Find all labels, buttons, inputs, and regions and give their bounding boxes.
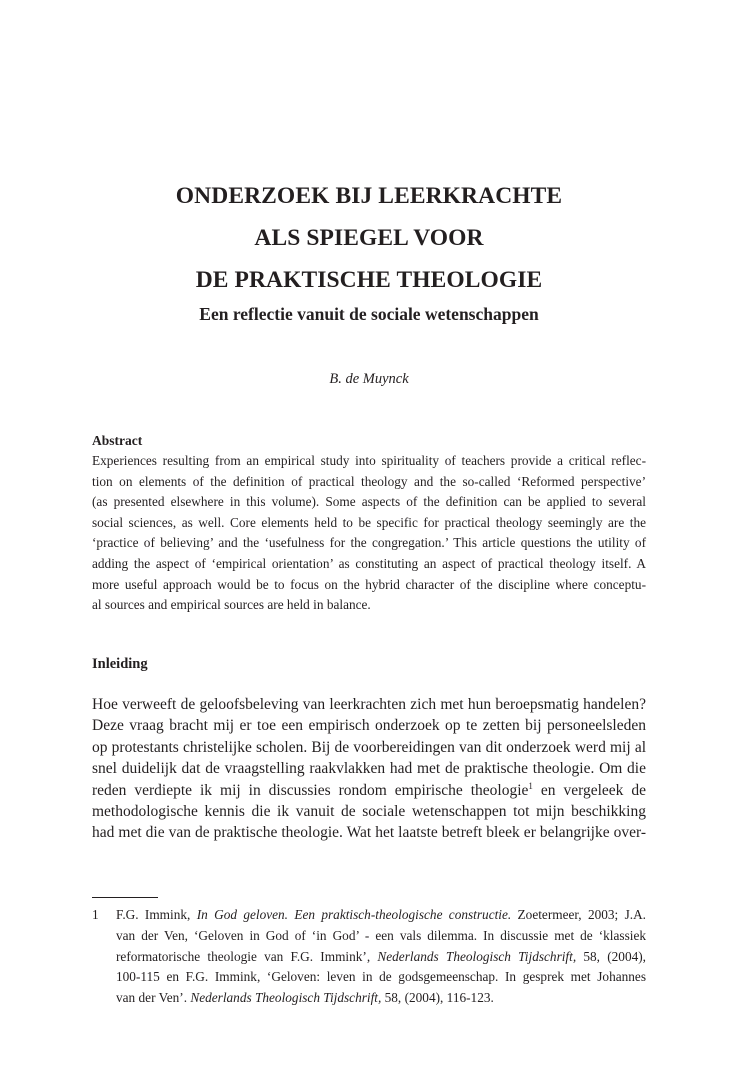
- title-line: ONDERZOEK BIJ LEERKRACHTE: [175, 183, 563, 209]
- footnote-line: [116, 988, 646, 1009]
- abstract-line: more useful approach would be to focus on the hybrid character of the discipline where conceptu-: [92, 576, 646, 592]
- article-subtitle: Een reflectie vanuit de sociale wetenschappen: [199, 304, 539, 324]
- footnote-book-title: In God geloven. Een praktisch-theologische constructie.: [196, 907, 512, 922]
- footnote-line: [116, 947, 646, 968]
- abstract-heading: Abstract: [92, 433, 143, 448]
- author: B. de Muynck: [329, 371, 409, 387]
- abstract: [92, 430, 646, 616]
- abstract-line: adding the aspect of ‘empirical orientation’ as constituting an aspect of practical theology itself. A: [92, 555, 646, 571]
- body-line: methodologische kennis die ik vanuit de sociale wetenschappen tot mijn beschikking: [92, 803, 646, 821]
- abstract-line: al sources and empirical sources are held in balance.: [92, 597, 371, 613]
- footnote-journal-title: Nederlands Theologisch Tijdschrift,: [190, 990, 382, 1006]
- body-line: [92, 780, 646, 801]
- body-line: snel duidelijk dat de vraagstelling raakvlakken had met de praktische theologie. Om die: [92, 760, 646, 778]
- footnote-line: van der Ven, ‘Geloven in God of ‘in God’ - een vals dilemma. In discussie met de ‘klassiek: [116, 927, 646, 943]
- body-line-text: reden verdiepte ik mij in discussies rondom empirische theologie: [92, 781, 529, 799]
- footnote-divider: [92, 897, 158, 898]
- title-line: ALS SPIEGEL VOOR: [254, 225, 484, 251]
- article-title: [0, 175, 738, 301]
- abstract-line: social sciences, as well. Core elements held to be specific for practical theology seemingly are the: [92, 514, 646, 530]
- body-line: Deze vraag bracht mij er toe een empirisch onderzoek op te zetten bij personeelsleden: [92, 717, 646, 735]
- footnote-text-run: van der Ven’.: [116, 990, 191, 1006]
- abstract-text: [92, 451, 646, 616]
- footnote: [92, 905, 646, 1009]
- title-line: DE PRAKTISCHE THEOLOGIE: [195, 267, 543, 293]
- footnote-text: [116, 905, 646, 1009]
- footnote-journal-title: Nederlands Theologisch Tijdschrift,: [377, 948, 577, 964]
- section-heading: Inleiding: [92, 656, 148, 672]
- footnote-line: [116, 905, 646, 926]
- footnote-line: 100-115 en F.G. Immink, ‘Geloven: leven in de godsgemeenschap. In gesprek met Johannes: [116, 969, 646, 985]
- abstract-line: tion on elements of the definition of practical theology and the so-called ‘Reformed perspective’: [92, 473, 646, 489]
- abstract-line: Experiences resulting from an empirical study into spirituality of teachers provide a critical reflec-: [92, 453, 646, 468]
- body-line-text: en vergeleek de: [532, 781, 647, 799]
- footnote-text-run: reformatorische theologie van F.G. Immink’,: [116, 948, 378, 964]
- footnote-number: 1: [92, 907, 99, 922]
- footnote-ref[interactable]: 1: [528, 780, 533, 791]
- footnote-text-run: F.G. Immink,: [116, 907, 197, 922]
- abstract-line: ‘practice of believing’ and the ‘usefulness for the congregation.’ This article questions the utility of: [92, 535, 646, 551]
- footnote-text-run: Zoetermeer, 2003; J.A.: [511, 907, 647, 922]
- body-line: Hoe verweeft de geloofsbeleving van leerkrachten zich met hun beroepsmatig handelen?: [92, 696, 646, 713]
- body-line: op protestants christelijke scholen. Bij de voorbereidingen van dit onderzoek werd mij al: [92, 738, 646, 756]
- footnote-text-run: 58, (2004), 116-123.: [381, 990, 494, 1006]
- body-line: had met die van de praktische theologie. Wat het laatste betreft bleek er belangrijke over-: [92, 824, 646, 842]
- footnote-text-run: 58, (2004),: [576, 948, 646, 964]
- body-paragraph: [92, 694, 646, 844]
- abstract-line: (as presented elsewhere in this volume). Some aspects of the definition can be applied to several: [92, 494, 646, 510]
